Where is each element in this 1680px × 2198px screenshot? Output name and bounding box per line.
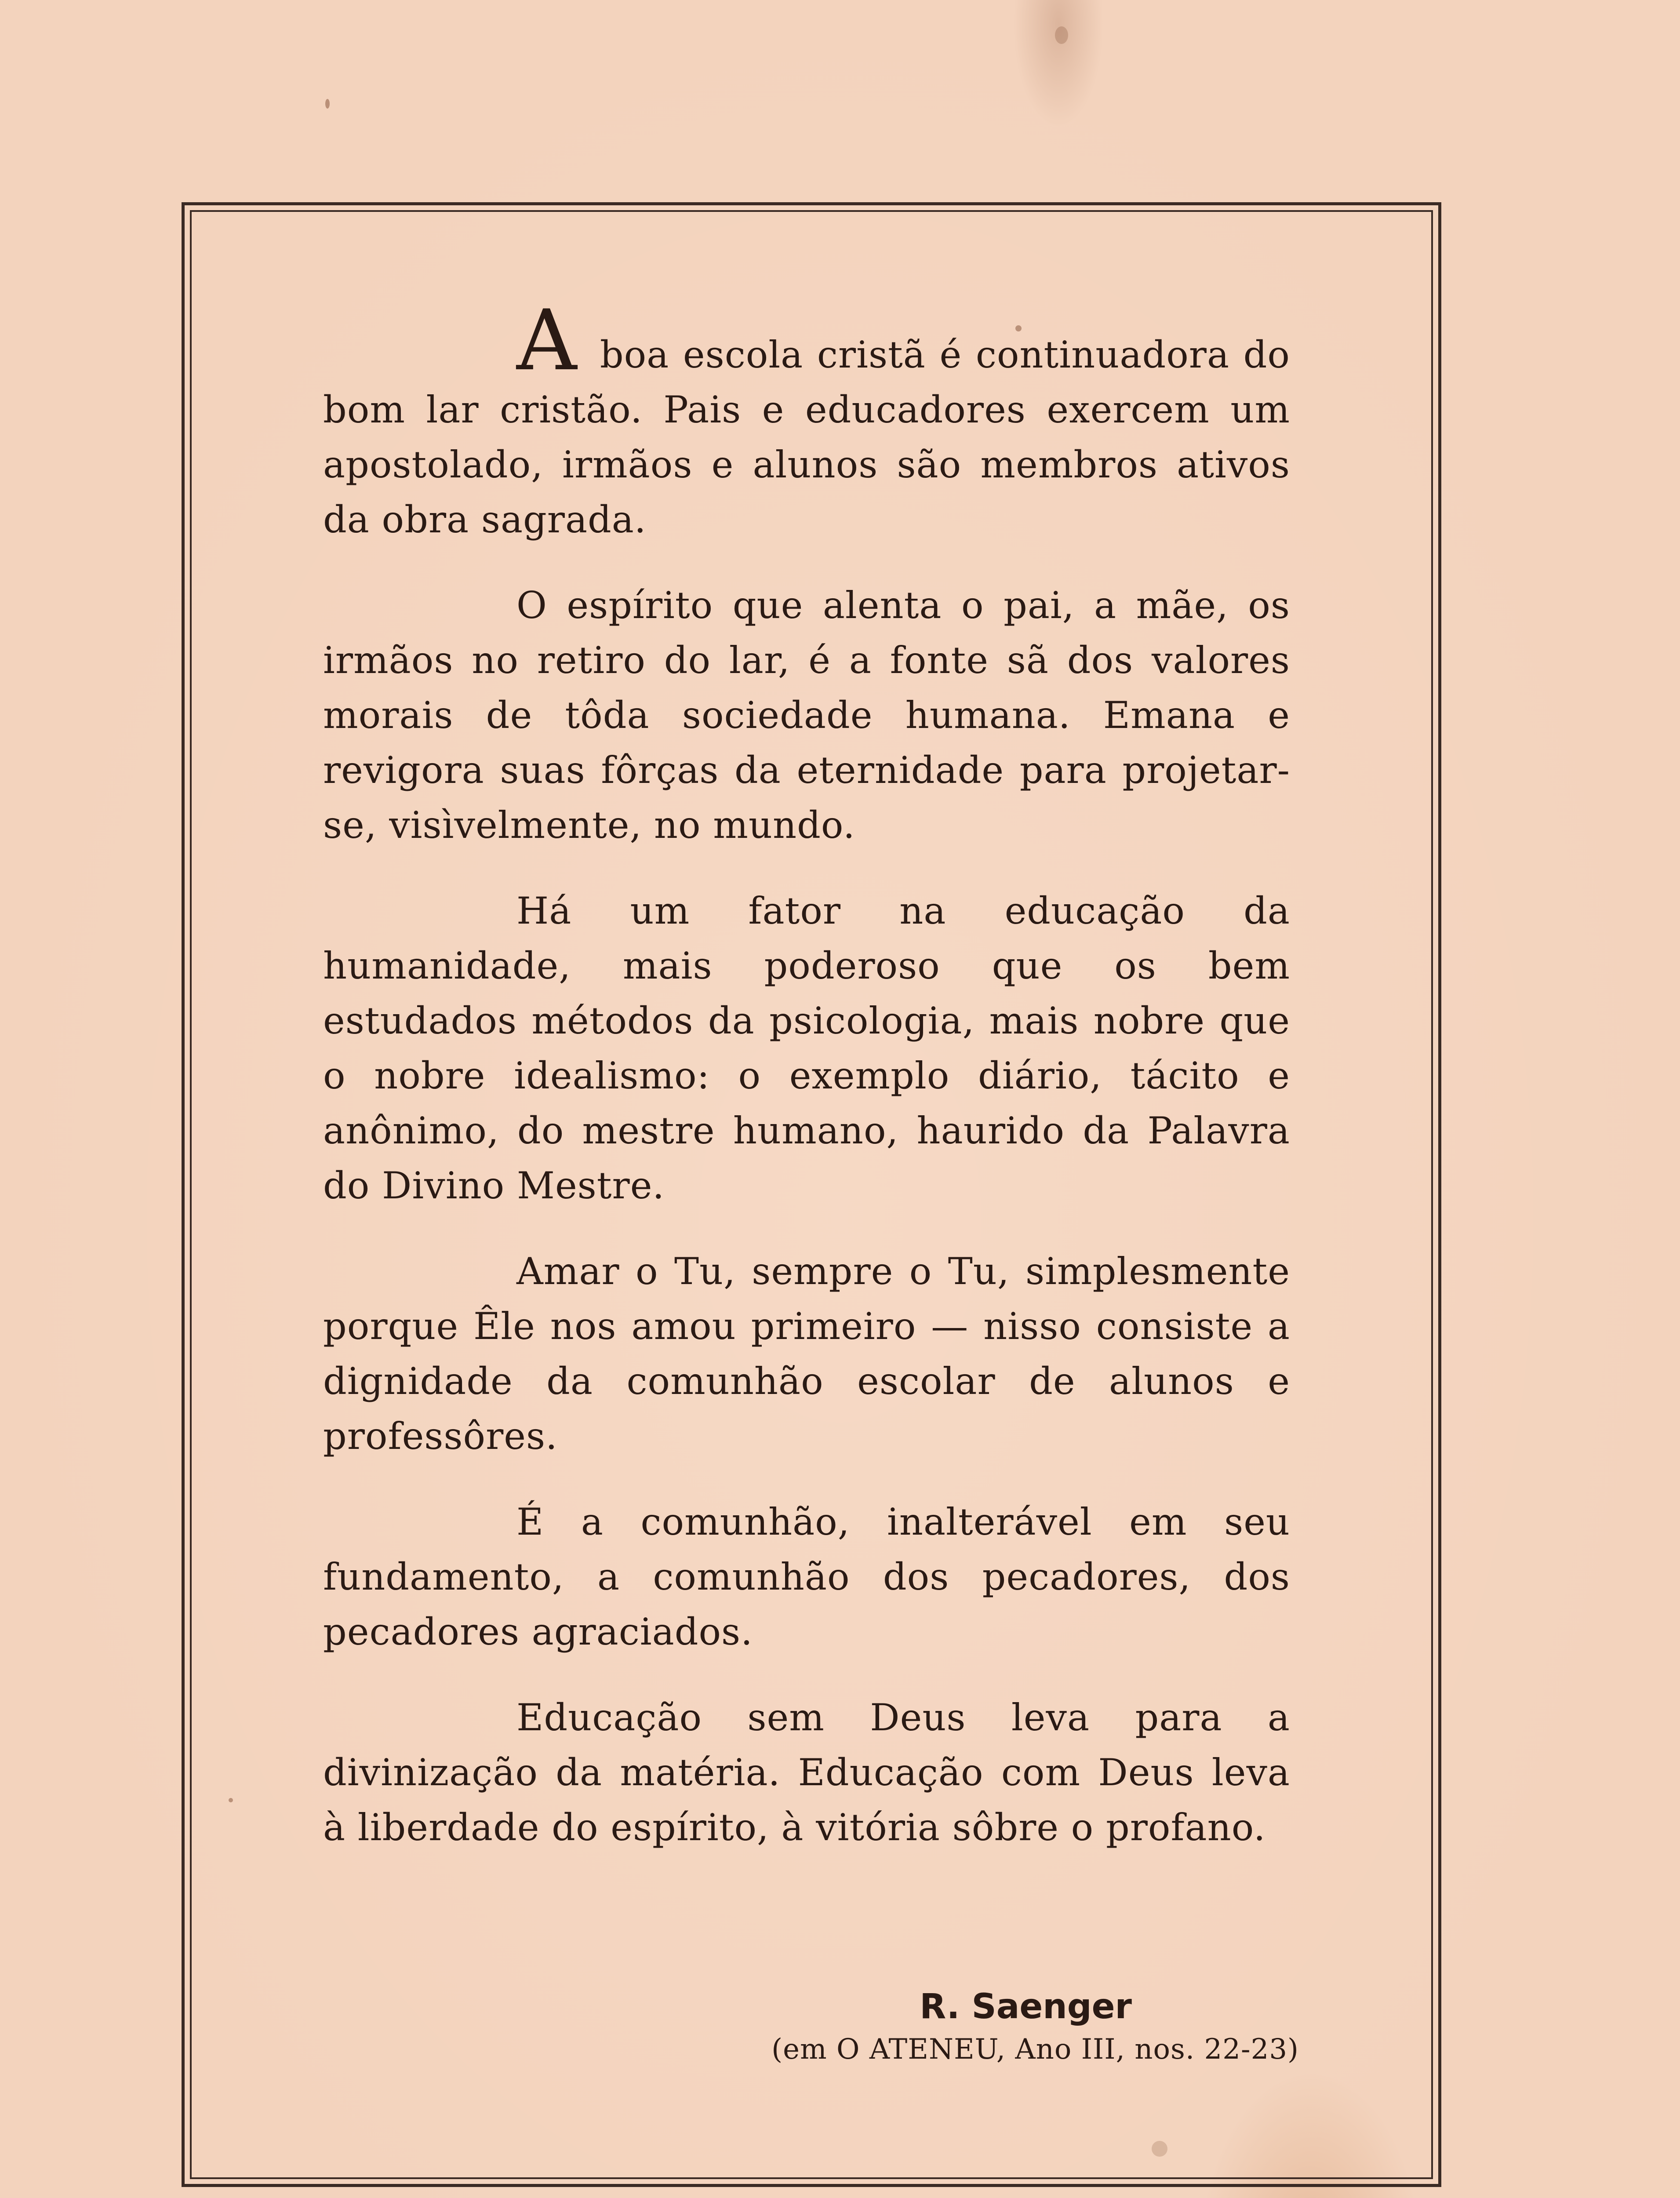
source-citation: (em O ATENEU, Ano III, nos. 22-23) [771, 2033, 1299, 2066]
paragraph-5: É a comunhão, inalterável em seu fundamento, a comunhão dos pecadores, dos pecadores agraciados. [323, 1500, 1290, 1653]
paper-speck [1055, 26, 1068, 44]
paper-speck [229, 1798, 233, 1802]
paragraph-3: Há um fator na educação da humanidade, mais poderoso que os bem estudados métodos da psicologia, mais nobre que o nobre idealismo: o exemplo diário, tácito e anônimo, do mestre humano, haurido da Palavra do Divino Mestre. [323, 889, 1290, 1207]
paragraph-2: O espírito que alenta o pai, a mãe, os irmãos no retiro do lar, é a fonte sã dos valores morais de tôda sociedade humana. Emana e revigora suas fôrças da eternidade para projetar-se, visìvelmente, no mundo. [323, 584, 1290, 847]
paper-speck [325, 99, 330, 109]
drop-cap: A [516, 292, 578, 389]
paper-speck [1015, 325, 1022, 331]
paragraph-6: Educação sem Deus leva para a divinização da matéria. Educação com Deus leva à liberdade do espírito, à vitória sôbre o profano. [323, 1696, 1290, 1849]
author-signature: R. Saenger [920, 1987, 1132, 2027]
paper-speck [1152, 2141, 1167, 2157]
text-body [323, 292, 1290, 1886]
paragraph-4: Amar o Tu, sempre o Tu, simplesmente porque Êle nos amou primeiro — nisso consiste a dignidade da comunhão escolar de alunos e professôres. [323, 1250, 1290, 1458]
paragraph-1: A boa escola cristã é continuadora do bom lar cristão. Pais e educadores exercem um apostolado, irmãos e alunos são membros ativos da obra sagrada. [323, 292, 1290, 541]
